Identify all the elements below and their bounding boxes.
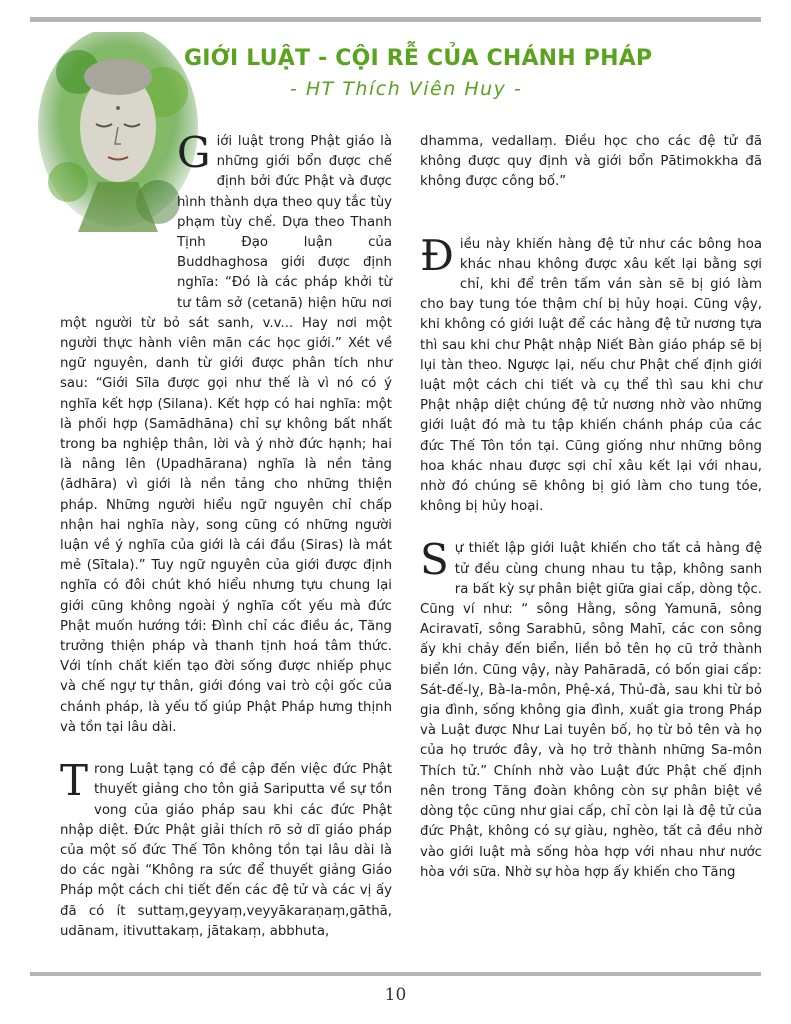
paragraph-text: iều này khiến hàng đệ tử như các bông hoa khác nhau không được xâu kết lại bằng sợi chỉ, khi để trên tấm ván sàn sẽ bị gió làm cho bay tung tóe thậm chí bị hủy hoại. Cũng vậy, khi không có giới luật để các hàng đệ tử nương tựa thì sau khi chư Phật nhập Niết Bàn giáo pháp sẽ bị lụi tàn theo. Ngược lại, nếu chư Phật chế định giới luật một cách chi tiết và cụ thể thì sau khi chư Phật nhập diệt chúng đệ tử nương nhờ vào những giới luật đó mà tu tập khiến chánh pháp của các đức Thế Tôn tồn tại. Cũng giống như những bông hoa khác nhau được sợi chỉ xâu kết lại với nhau, nhờ đó chúng sẽ không bị gió làm cho tung tóe, không bị hủy hoại. [420,236,762,515]
right-column [420,132,762,883]
paragraph [420,535,762,882]
paragraph-gap [420,517,762,539]
paragraph-text: rong Luật tạng có đề cập đến việc đức Phật thuyết giảng cho tôn giả Sariputta về sự tồn vong của giáo pháp sau khi các đức Phật nhập diệt. Đức Phật giải thích rõ sở dĩ giáo pháp của một số đức Thế Tôn không tồn tại lâu dài là do các ngài “Không ra sức để thuyết giảng Giáo Pháp một cách chi tiết đến các đệ tử và các vị ấy đã có ít suttaṃ,geyyaṃ,veyyākaraṇaṃ,gāthā, udānam, itivuttakaṃ, jātakaṃ, abbhuta, [60,762,392,939]
article-title: GIỚI LUẬT - CỘI RỄ CỦA CHÁNH PHÁP [184,46,653,71]
dropcap: S [420,535,449,585]
art-wrap-spacer [60,132,177,294]
paragraph [60,128,392,738]
paragraph [420,230,762,518]
paragraph [60,756,392,942]
article-author: - HT Thích Viên Huy - [290,78,523,100]
bottom-divider [30,972,761,976]
dropcap: G [177,128,211,177]
paragraph-text: dhamma, vedallaṃ. Điều học cho các đệ tử đã không được quy định và giới bổn Pātimokkha đã không được công bố.” [420,134,762,190]
left-column [60,128,392,942]
paragraph-gap [60,738,392,760]
dropcap: T [60,756,89,806]
paragraph [420,132,762,193]
top-divider [30,17,761,22]
dropcap: Đ [420,230,454,280]
paragraph-gap [420,193,762,235]
page-number: 10 [384,985,407,1005]
paragraph-text: ự thiết lập giới luật khiến cho tất cả hàng đệ tử đều cùng chung nhau tu tập, không sanh ra bất kỳ sự phân biệt giữa giai cấp, dòng tộc. Cũng ví như: “ sông Hằng, sông Yamunā, sông Aciravatī, sông Sarabhū, sông Mahī, các con sông ấy khi chảy đến biển, liền bỏ tên họ cũ trở thành biển lớn. Cũng vậy, này Pahāradā, có bốn giai cấp: Sát-đế-lỵ, Bà-la-môn, Phệ-xá, Thủ-đà, sau khi từ bỏ gia đình, sống không gia đình, xuất gia trong Pháp và Luật được Như Lai tuyên bố, họ từ bỏ tên và họ của họ trước đây, và họ trở thành những Sa-môn Thích tử.” Chính nhờ vào Luật đức Phật chế định nên trong Tăng đoàn không còn sự phân biệt về dòng tộc cũng như giai cấp, chỉ còn lại là đệ tử của đức Phật, không có sự giàu, nghèo, tất cả đều nhờ vào giới luật mà sống hòa hợp với nhau như nước hòa với sữa. Nhờ sự hòa hợp ấy khiến cho Tăng [420,541,762,880]
paragraph-text: iới luật trong Phật giáo là những giới bổn được chế định bởi đức Phật và được hình thành dựa theo quy tắc tùy phạm tùy chế. Dựa theo Thanh Tịnh Đạo luận của Buddhaghosa giới được định nghĩa: “Đó là các pháp khởi từ tư tâm sở (cetanā) hiện hữu nơi một người từ bỏ sát sanh, v.v... Hay nơi một người thực hành viên mãn các học giới.” Xét về ngữ nguyên, danh từ giới được phân tích như sau: “Giới Sīla được gọi như thế là vì nó có ý nghĩa kết hợp (Silana). Kết hợp có hai nghĩa: một là phối hợp (Samādhāna) chỉ sự không bất nhất trong ba nghiệp thân, lời và ý nhờ đức hạnh; hai là nâng lên (Upadhārana) nghĩa là nền tảng (ādhāra) vì giới là nền tảng cho những thiện pháp. Những người hiểu ngữ nguyên chỉ chấp nhận hai nghĩa này, song cũng có những người luận về ý nghĩa của giới là cái đầu (Siras) là mát mẻ (Sītala).” Tuy ngữ nguyên của giới được định nghĩa có đôi chút khó hiểu nhưng tựu chung lại giới cũng không ngoài ý nghĩa cốt yếu mà đức Phật muốn hướng tới: Đình chỉ các điều ác, Tăng trưởng thiện pháp và thanh tịnh hoá tâm thức. Với tính chất kiến tạo đời sống được nhiếp phục và chế ngự tự thân, giới đóng vai trò cội gốc của chánh pháp, là yếu tố giúp Phật Pháp hưng thịnh và tồn tại lâu dài. [60,134,392,735]
